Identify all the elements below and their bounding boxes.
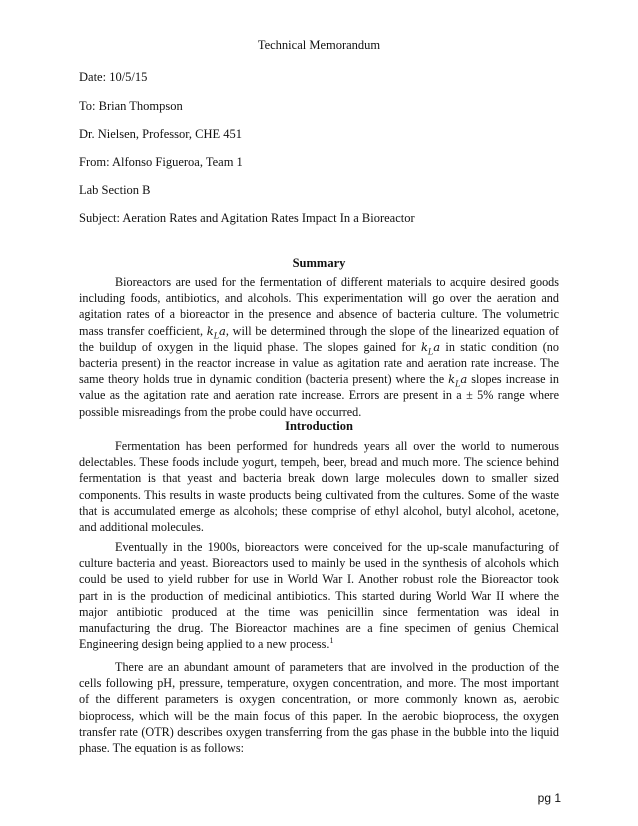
intro-paragraph-2 <box>79 539 559 652</box>
summary-line: Bioreactors are used for the fermentation of different materials to acquire desired goods <box>115 275 559 289</box>
footnote-reference: 1 <box>329 636 334 646</box>
intro-line: Eventually in the 1900s, bioreactors were conceived for the up-scale manufacturing of <box>115 540 559 554</box>
intro-line: Engineering design being applied to a new process.$^1$ <box>79 636 334 652</box>
summary-paragraph <box>79 274 559 420</box>
memo-title: Technical Memorandum <box>257 38 381 52</box>
intro-paragraph-3 <box>79 659 559 756</box>
summary-heading: Summary <box>292 256 346 270</box>
intro-line: that is accumulated emerge as alcohols; these comprise of ethyl alcohol, butyl alcohol, acetone, <box>79 503 559 518</box>
summary-line: same theory holds true in dynamic condition (bacteria present) where the $k_La$ slopes increase in <box>79 372 559 389</box>
memo-date: Date: 10/5/15 <box>79 70 148 84</box>
intro-line: culture bacteria and yeast. Bioreactors used to mainly be used in the synthesis of alcohols which <box>79 556 559 571</box>
memo-cc: Dr. Nielsen, Professor, CHE 451 <box>79 127 243 141</box>
intro-line: cells following pH, pressure, temperature, oxygen concentration, and more. The most important <box>79 676 559 691</box>
summary-line: value as the agitation rate and aeration rate increase. Errors are present in a ± 5% range where <box>79 388 559 403</box>
intro-line: major antibiotic produced at the time was penicillin since fermentation was ideal in <box>79 604 559 619</box>
intro-line: phase. The equation is as follows: <box>79 740 244 755</box>
summary-line: the buildup of oxygen in the liquid phase. The slopes gained for $k_La$ in static condition (no <box>79 339 559 357</box>
kla-symbol: $k_La$ <box>420 339 441 357</box>
summary-line: agitation rates of a bioreactor in the presence and absence of bacteria culture. The volumetric <box>79 307 559 322</box>
summary-line: mass transfer coefficient, $k_La$, will be determined through the slope of the linearized equation of <box>79 323 559 340</box>
intro-line: part in is the production of medicinal antibiotics. This started during World War II where the <box>79 588 559 603</box>
kla-symbol: $k_La$ <box>448 372 468 389</box>
summary-line: bacteria present) in the reactor increase in value as agitation rate and aeration rate increase. The <box>79 355 559 370</box>
intro-paragraph-1 <box>79 438 559 535</box>
intro-line: could be used to yield rubber for use in World War I. Another robust role the Bioreactor took <box>79 572 559 587</box>
memo-subject: Subject: Aeration Rates and Agitation Rates Impact In a Bioreactor <box>79 211 415 225</box>
memo-section: Lab Section B <box>79 183 151 197</box>
intro-line: transfer rate (OTR) describes oxygen transferring from the gas phase in the bubble into the liquid <box>79 724 559 739</box>
memo-to: To: Brian Thompson <box>79 99 183 113</box>
intro-line: bioprocess, which will be the main focus of this paper. In the aerobic bioprocess, the oxygen <box>79 708 559 723</box>
intro-line: Fermentation has been performed for hundreds years all over the world to numerous <box>115 439 559 453</box>
introduction-heading: Introduction <box>285 419 353 433</box>
kla-symbol: $k_La$ <box>206 323 226 340</box>
memo-from: From: Alfonso Figueroa, Team 1 <box>79 155 243 169</box>
intro-line: and additional molecules. <box>79 519 204 534</box>
page-number: pg 1 <box>537 791 561 805</box>
summary-line: including foods, antibiotics, and alcohols. This experimentation will go over the aeration and <box>79 291 559 306</box>
intro-line: of the different parameters is oxygen concentration, or more commonly known as, aerobic <box>79 692 559 707</box>
intro-line: delectables. These foods include yogurt, tempeh, beer, bread and much more. The science behind <box>79 455 559 470</box>
summary-line: possible misreadings from the probe could have occurred. <box>79 404 362 419</box>
intro-line: manufacturing the drug. The Bioreactor machines are a fine specimen of genius Chemical <box>79 620 559 635</box>
intro-line: There are an abundant amount of parameters that are involved in the production of the <box>115 660 559 674</box>
intro-line: fermentation is that yeast and bacteria break down large molecules down to smaller sized <box>79 471 559 486</box>
intro-line: components. This results in waste products being cultivated from the cultures. Some of the waste <box>79 487 559 502</box>
